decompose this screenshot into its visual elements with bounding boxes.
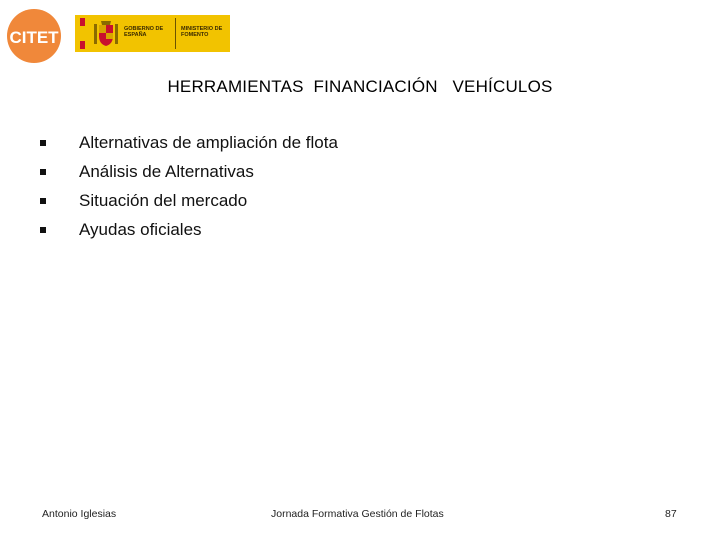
slide-title	[0, 77, 720, 97]
footer-author: Antonio Iglesias	[42, 508, 117, 520]
bullet-text: Alternativas de ampliación de flota	[79, 133, 338, 152]
page-number: 87	[665, 508, 677, 520]
slide-title-text: HERRAMIENTAS FINANCIACIÓN VEHÍCULOS	[167, 77, 553, 96]
bullet-text: Análisis de Alternativas	[79, 162, 254, 181]
bullet-text: Ayudas oficiales	[79, 220, 202, 239]
gobierno-text: GOBIERNO DE ESPAÑA	[124, 26, 164, 38]
bullet-square-icon	[40, 227, 46, 233]
coat-of-arms-icon	[94, 21, 118, 47]
ministerio-text: MINISTERIO DE FOMENTO	[181, 26, 223, 38]
bullet-square-icon	[40, 198, 46, 204]
bullet-square-icon	[40, 140, 46, 146]
gobierno-ministerio-logo	[75, 15, 230, 52]
footer-event: Jornada Formativa Gestión de Flotas	[271, 508, 444, 520]
spain-flag-bar	[80, 18, 85, 49]
bullet-text: Situación del mercado	[79, 191, 248, 210]
citet-logo	[6, 8, 62, 64]
citet-logo-text: CITET	[9, 28, 59, 47]
bullet-square-icon	[40, 169, 46, 175]
